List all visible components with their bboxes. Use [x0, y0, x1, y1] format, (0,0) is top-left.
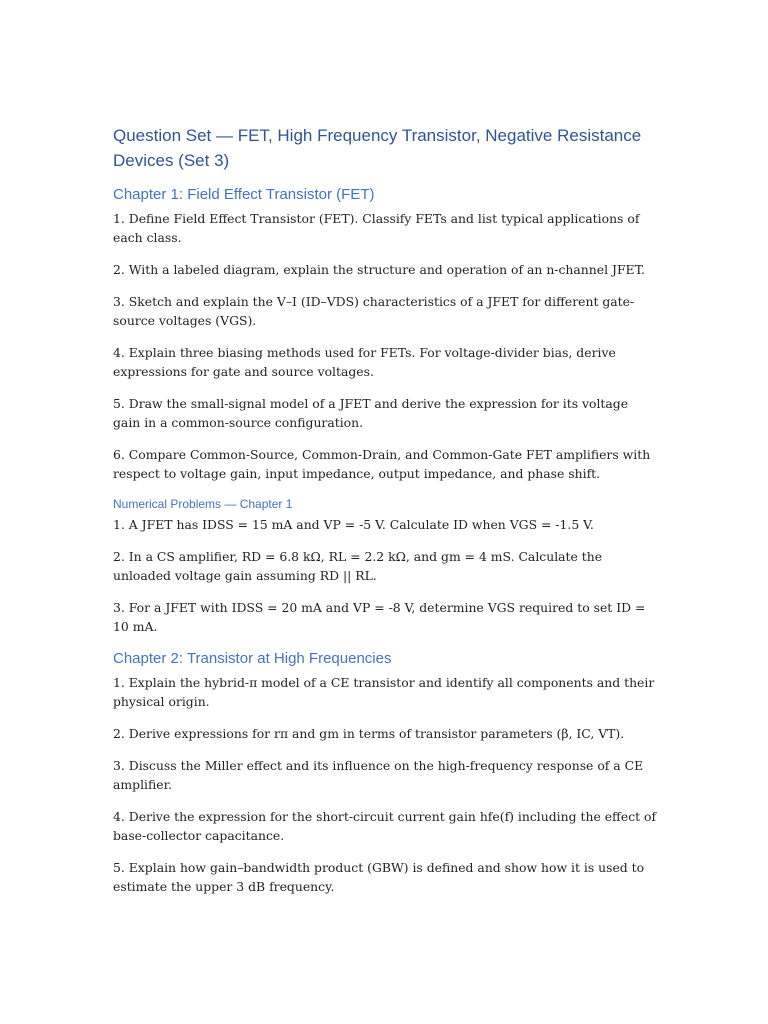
- chapter-1-heading: Chapter 1: Field Effect Transistor (FET): [113, 186, 375, 203]
- question: 6. Compare Common-Source, Common-Drain, and Common-Gate FET amplifiers with respect to voltage gain, input impedance, output impedance, and phase shift.: [113, 447, 651, 481]
- numerical-problem: 3. For a JFET with IDSS = 20 mA and VP = -8 V, determine VGS required to set ID = 10 mA.: [113, 600, 646, 634]
- question: 4. Derive the expression for the short-circuit current gain hfe(f) including the effect of base-collector capacitance.: [113, 809, 657, 843]
- question: 1. Define Field Effect Transistor (FET). Classify FETs and list typical applications of each class.: [113, 211, 640, 245]
- question: 2. Derive expressions for rπ and gm in terms of transistor parameters (β, IC, VT).: [113, 726, 625, 741]
- question: 3. Sketch and explain the V–I (ID–VDS) characteristics of a JFET for different gate-source voltages (VGS).: [113, 294, 635, 328]
- question: 5. Explain how gain–bandwidth product (GBW) is defined and show how it is used to estimate the upper 3 dB frequency.: [113, 860, 645, 894]
- question: 4. Explain three biasing methods used for FETs. For voltage-divider bias, derive expressions for gate and source voltages.: [113, 345, 616, 379]
- chapter-2-heading: Chapter 2: Transistor at High Frequencies: [113, 650, 392, 667]
- chapter-1-section: [113, 185, 658, 636]
- question: 3. Discuss the Miller effect and its influence on the high-frequency response of a CE amplifier.: [113, 758, 644, 792]
- question: 5. Draw the small-signal model of a JFET and derive the expression for its voltage gain in a common-source configuration.: [113, 396, 629, 430]
- document-title: Question Set — FET, High Frequency Transistor, Negative Resistance Devices (Set 3): [113, 126, 642, 170]
- chapter-2-section: [113, 649, 658, 896]
- question: 1. Explain the hybrid-π model of a CE transistor and identify all components and their physical origin.: [113, 675, 655, 709]
- numerical-problem: 2. In a CS amplifier, RD = 6.8 kΩ, RL = 2.2 kΩ, and gm = 4 mS. Calculate the unloaded voltage gain assuming RD || RL.: [113, 549, 603, 583]
- question: 2. With a labeled diagram, explain the structure and operation of an n-channel JFET.: [113, 262, 645, 277]
- numerical-problems-heading: Numerical Problems — Chapter 1: [113, 497, 293, 511]
- numerical-problem: 1. A JFET has IDSS = 15 mA and VP = -5 V. Calculate ID when VGS = -1.5 V.: [113, 517, 594, 532]
